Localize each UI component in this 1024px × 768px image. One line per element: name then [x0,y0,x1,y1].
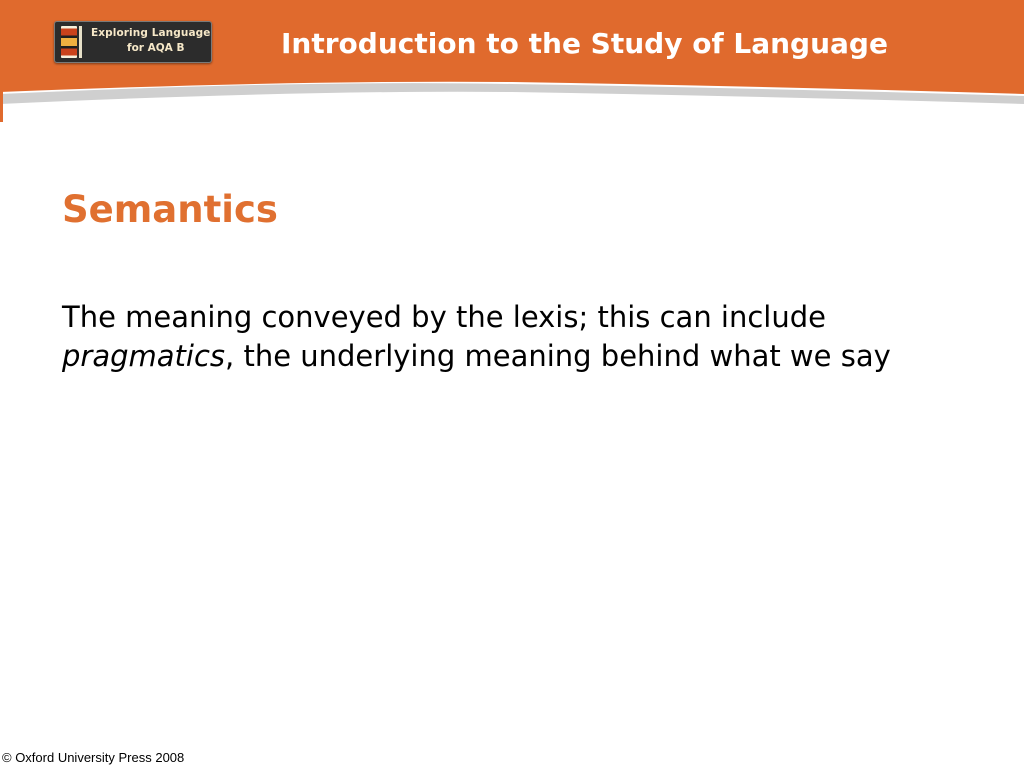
slide-title: Semantics [62,188,278,231]
header-title: Introduction to the Study of Language [281,27,888,60]
publisher-logo [54,21,212,63]
slide-body [62,298,962,376]
body-text-part-1: The meaning conveyed by the lexis; this can include [62,300,826,334]
book-icon [61,26,77,58]
body-text-part-2: , the underlying meaning behind what we say [225,339,891,373]
copyright-footer: © Oxford University Press 2008 [2,750,185,765]
body-text-emphasis: pragmatics [62,339,226,373]
logo-line-2: for AQA B [127,42,185,54]
book-spine-icon [79,26,82,58]
logo-line-1: Exploring Language [91,27,211,39]
